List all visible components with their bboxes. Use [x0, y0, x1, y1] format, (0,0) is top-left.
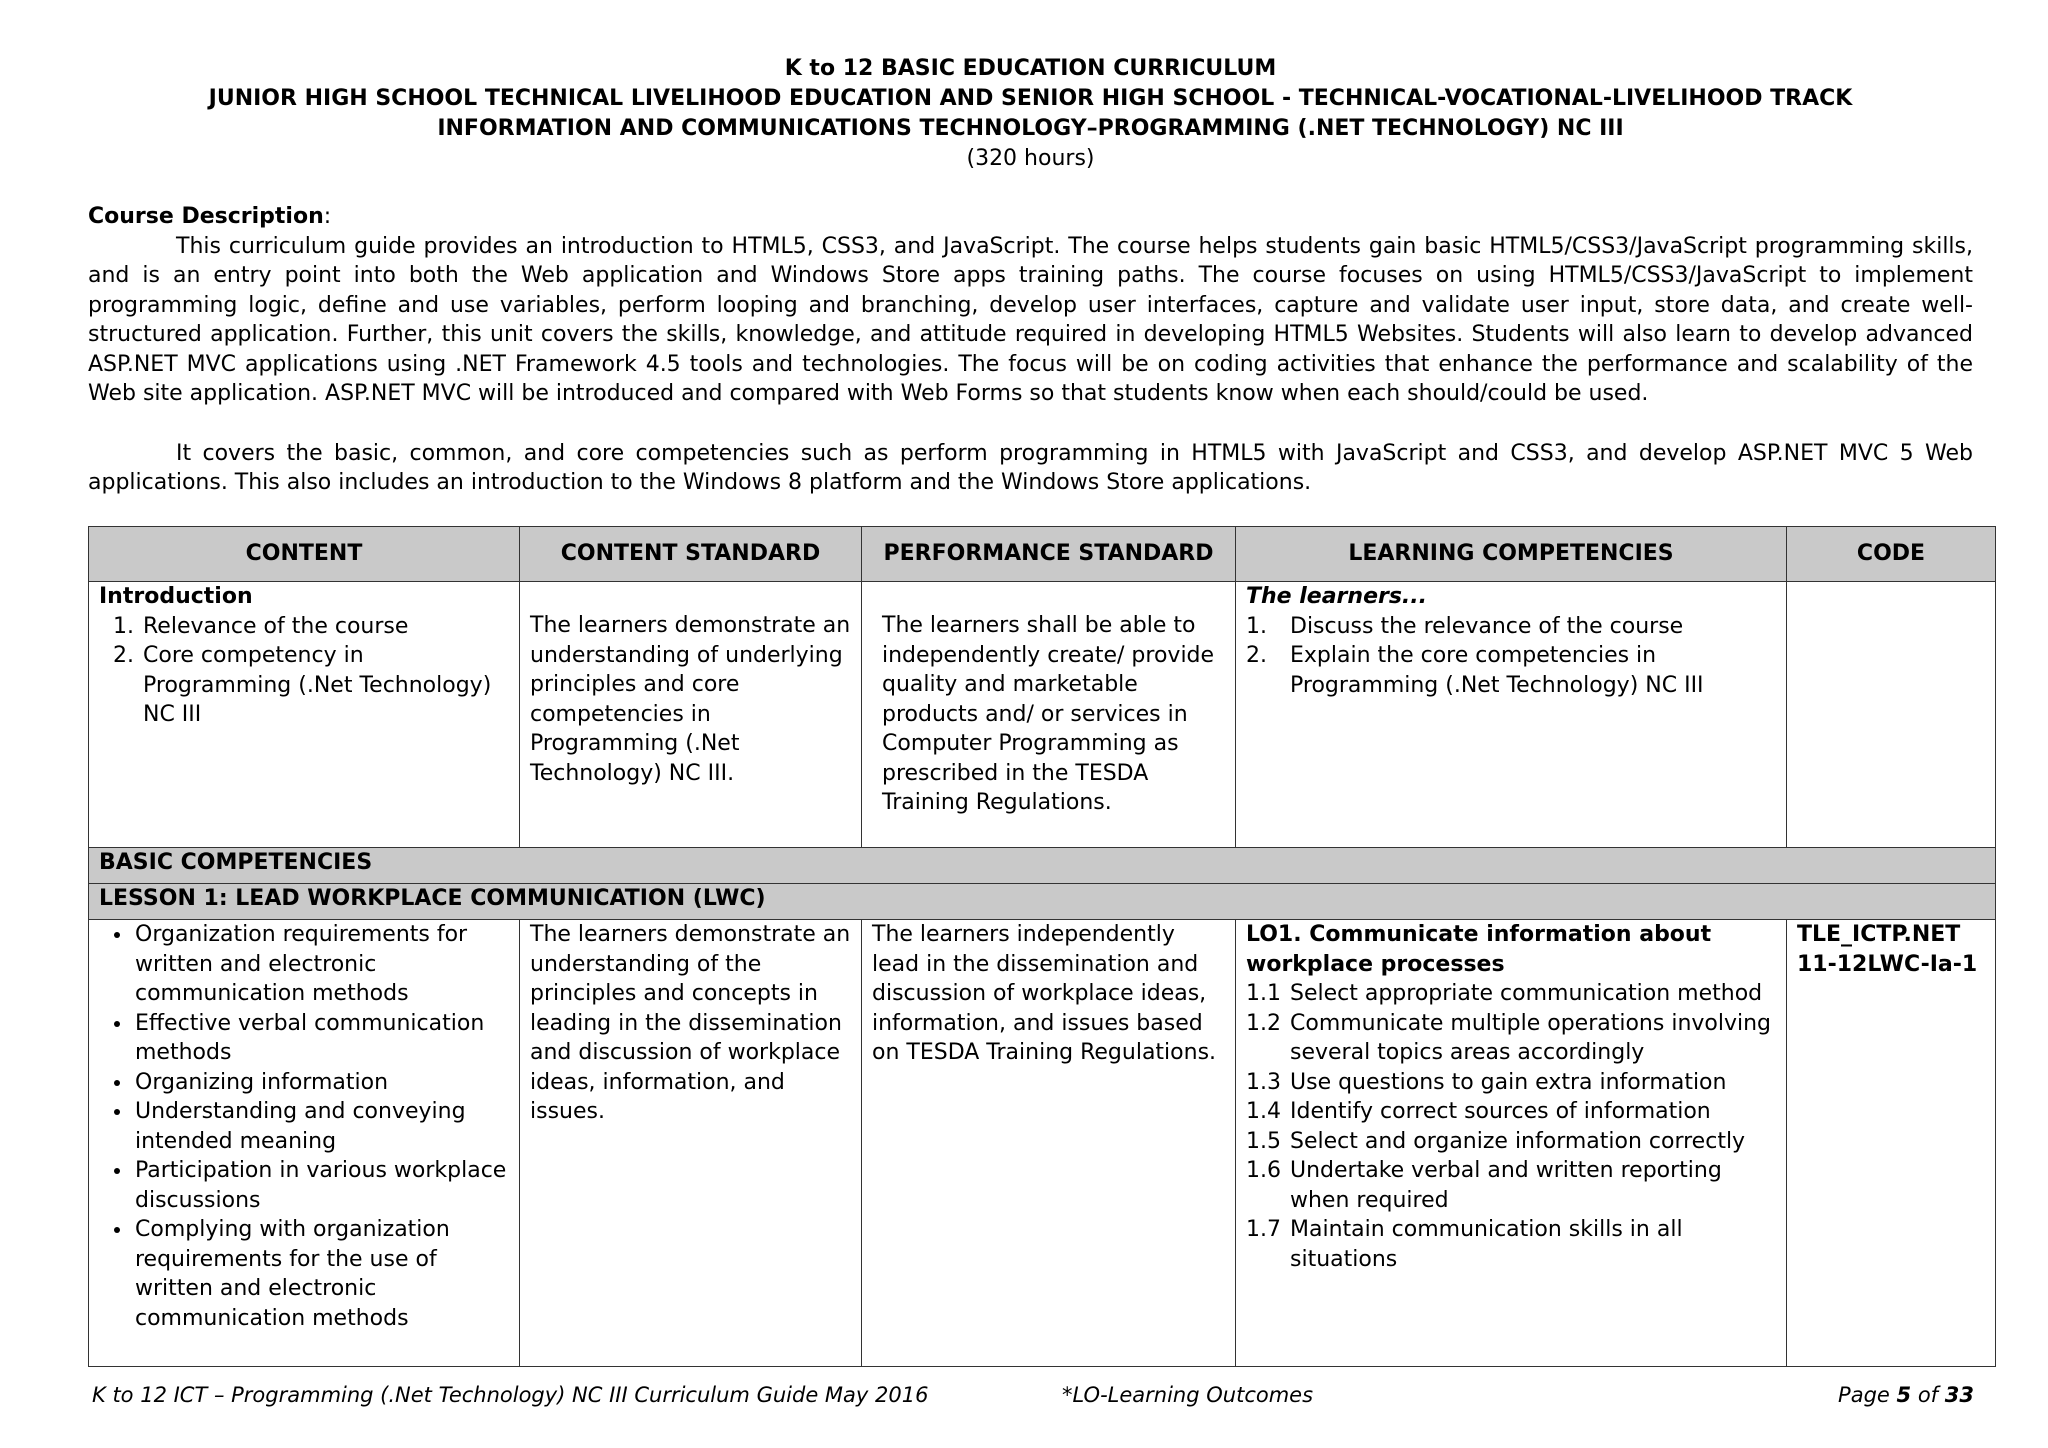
footer-guide-title: K to 12 ICT – Programming (.Net Technology) NC III Curriculum Guide May 2016: [92, 1383, 929, 1407]
course-description-title: Course Description: [88, 204, 324, 229]
item-text: Select appropriate communication method: [1290, 981, 1763, 1006]
cell-content-standard: The learners demonstrate an understanding of underlying principles and core competencies in Programming (.Net Technology) NC III.: [520, 582, 862, 848]
item-text: Explain the core competencies in Programming (.Net Technology) NC III: [1290, 643, 1704, 698]
section-basic-competencies: BASIC COMPETENCIES: [89, 848, 1996, 884]
header-hours: (320 hours): [966, 146, 1095, 171]
header-course: INFORMATION AND COMMUNICATIONS TECHNOLOGY–PROGRAMMING (.NET TECHNOLOGY) NC III: [437, 116, 1624, 141]
learning-outcome-title: LO1. Communicate information about workplace processes: [1246, 922, 1712, 977]
section-row-lesson1: [89, 884, 1996, 920]
lesson-competency-list: [1246, 979, 1776, 1274]
list-item: [1246, 1097, 1776, 1127]
list-item: • Effective verbal communication methods: [133, 1009, 509, 1068]
header-subtitle: JUNIOR HIGH SCHOOL TECHNICAL LIVELIHOOD EDUCATION AND SENIOR HIGH SCHOOL - TECHNICAL-VOCATIONAL-LIVELIHOOD TRACK: [208, 86, 1853, 111]
cell-content: [89, 582, 520, 848]
list-item: • Understanding and conveying intended meaning: [133, 1097, 509, 1156]
list-item: • Complying with organization requirements for the use of written and electronic communication methods: [133, 1215, 509, 1333]
item-number: 2.: [1246, 643, 1267, 668]
cell-performance-standard: The learners independently lead in the dissemination and discussion of workplace ideas, information, and issues based on TESDA Training Regulations.: [862, 920, 1236, 1367]
column-header-content: CONTENT: [89, 527, 520, 582]
column-header-code: CODE: [1787, 527, 1996, 582]
list-item: • Organization requirements for written and electronic communication methods: [133, 920, 509, 1009]
course-description: [88, 202, 1973, 498]
list-item: [1246, 1215, 1776, 1274]
curriculum-table: [88, 526, 1996, 1367]
header-title: K to 12 BASIC EDUCATION CURRICULUM: [784, 56, 1277, 81]
item-number: 1.1: [1246, 981, 1281, 1006]
item-text: Select and organize information correctly: [1290, 1128, 1746, 1154]
cell-learning-competencies: [1236, 582, 1787, 848]
intro-content-list: [99, 612, 509, 730]
section-lesson-1: LESSON 1: LEAD WORKPLACE COMMUNICATION (LWC): [89, 884, 1996, 920]
table-row-lesson-1: [89, 920, 1996, 1367]
item-number: 1.3: [1246, 1069, 1281, 1095]
section-row-basic: [89, 848, 1996, 884]
table-row-introduction: [89, 582, 1996, 848]
cell-learning-competencies: [1236, 920, 1787, 1367]
item-number: 1.7: [1246, 1217, 1281, 1242]
list-item: • Participation in various workplace discussions: [133, 1156, 509, 1215]
item-text: Identify correct sources of information: [1290, 1099, 1711, 1124]
item-text: Use questions to gain extra information: [1290, 1069, 1727, 1095]
item-number: 1.4: [1246, 1099, 1281, 1124]
intro-competency-list: [1246, 612, 1776, 701]
list-item: [1246, 641, 1776, 700]
item-number: 1.2: [1246, 1010, 1281, 1036]
item-text: Communicate multiple operations involving several topics areas accordingly: [1290, 1010, 1772, 1065]
cell-code: [1787, 582, 1996, 848]
page-footer: [92, 1381, 1974, 1411]
list-item: [1246, 612, 1776, 642]
cell-performance-standard: The learners shall be able to independently create/ provide quality and marketable products and/ or services in Computer Programming as prescribed in the TESDA Training Regulations.: [862, 582, 1236, 848]
document-header: [88, 54, 1973, 174]
list-item: [1246, 1068, 1776, 1098]
page-of-label: of: [1917, 1383, 1939, 1407]
list-item: [1246, 1156, 1776, 1215]
list-item: [1246, 1127, 1776, 1157]
intro-title: Introduction: [99, 584, 253, 609]
description-paragraph-1: This curriculum guide provides an introduction to HTML5, CSS3, and JavaScript. The course helps students gain basic HTML5/CSS3/JavaScript programming skills, and is an entry point into both the Web application and Windows Store apps training paths. The course focuses on using HTML5/CSS3/JavaScript to implement programming logic, define and use variables, perform looping and branching, develop user interfaces, capture and validate user input, store data, and create well-structured application. Further, this unit covers the skills, knowledge, and attitude required in developing HTML5 Websites. Students will also learn to develop advanced ASP.NET MVC applications using .NET Framework 4.5 tools and technologies. The focus will be on coding activities that enhance the performance and scalability of the Web site application. ASP.NET MVC will be introduced and compared with Web Forms so that students know when each should/could be used.: [88, 233, 1973, 406]
item-number: 1.6: [1246, 1158, 1281, 1183]
list-item: [1246, 1009, 1776, 1068]
column-header-performance-standard: PERFORMANCE STANDARD: [862, 527, 1236, 582]
column-header-learning-competencies: LEARNING COMPETENCIES: [1236, 527, 1787, 582]
page-label: Page: [1838, 1383, 1890, 1407]
item-number: 1.: [1246, 613, 1267, 639]
item-text: Discuss the relevance of the course: [1290, 613, 1684, 639]
description-paragraph-2: It covers the basic, common, and core competencies such as perform programming in HTML5 with JavaScript and CSS3, and develop ASP.NET MVC 5 Web applications. This also includes an introduction to the Windows 8 platform and the Windows Store applications.: [88, 440, 1973, 495]
item-number: 1.5: [1246, 1128, 1281, 1154]
cell-code: TLE_ICTP.NET 11-12LWC-Ia-1: [1787, 920, 1996, 1367]
page-total: 33: [1944, 1383, 1974, 1407]
list-item: 1. Relevance of the course: [141, 612, 509, 642]
list-item: • Organizing information: [133, 1068, 509, 1098]
column-header-content-standard: CONTENT STANDARD: [520, 527, 862, 582]
cell-content: [89, 920, 520, 1367]
learners-heading: The learners...: [1246, 584, 1428, 609]
list-item: 2. Core competency in Programming (.Net Technology) NC III: [141, 641, 509, 730]
page-current: 5: [1896, 1383, 1912, 1407]
lesson-content-list: [99, 920, 509, 1333]
table-header-row: [89, 527, 1996, 582]
page-body: [88, 54, 1973, 498]
item-text: Undertake verbal and written reporting when required: [1290, 1158, 1722, 1213]
footer-page-number: [1838, 1381, 1974, 1411]
course-description-colon: :: [323, 204, 332, 229]
item-text: Maintain communication skills in all situations: [1290, 1217, 1683, 1272]
list-item: [1246, 979, 1776, 1009]
cell-content-standard: The learners demonstrate an understanding of the principles and concepts in leading in the dissemination and discussion of workplace ideas, information, and issues.: [520, 920, 862, 1367]
footer-note: *LO-Learning Outcomes: [1062, 1383, 1314, 1407]
